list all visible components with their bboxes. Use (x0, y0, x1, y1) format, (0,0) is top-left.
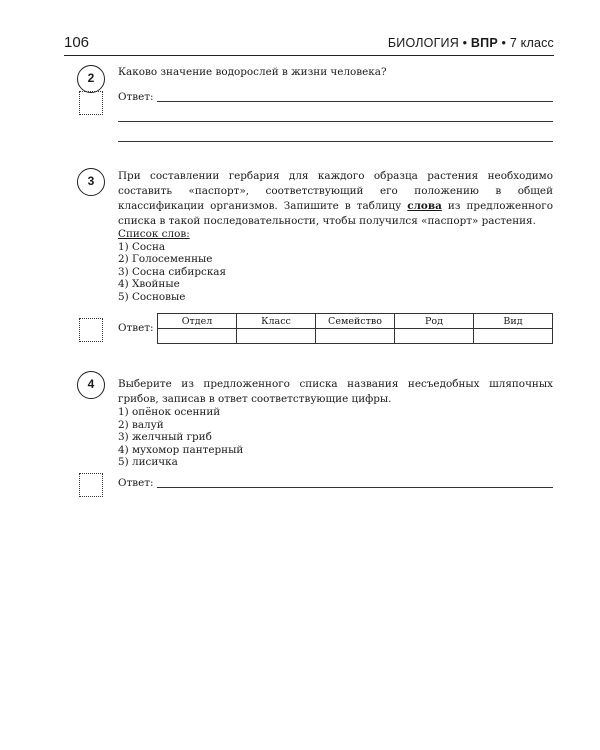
task-4-question: Выберите из предложенного списка названия несъедобных шляпочных грибов, записав в ответ соответствующие цифры. (118, 378, 553, 405)
task-2-answer-line-3[interactable] (118, 141, 553, 142)
list-item: 4) Хвойные (118, 278, 180, 291)
table-header-cell: Вид (474, 314, 553, 329)
task-2-number: 2 (77, 65, 105, 93)
task-3-answer-table (157, 313, 553, 344)
task-3-question-part1: При составлении гербария для каждого образца растения необходимо составить «паспорт», соответствующий его положению в общей классификации организмов. Запишите в таблицу (118, 170, 553, 212)
task-2-answer-label: Ответ: (118, 91, 154, 103)
grade-label: 7 класс (509, 36, 554, 50)
answer-cell-family[interactable] (316, 329, 395, 344)
task-4-answer-line[interactable] (157, 487, 553, 488)
task-4-number: 4 (77, 371, 105, 399)
answer-cell-class[interactable] (237, 329, 316, 344)
task-3-number: 3 (77, 168, 105, 196)
exam-name: ВПР (470, 36, 498, 50)
table-header-cell: Семейство (316, 314, 395, 329)
list-item: 2) Голосеменные (118, 253, 213, 266)
list-item: 4) мухомор пантерный (118, 443, 244, 456)
task-3-question-part2: из предложенного списка в такой последовательности, чтобы получился «паспорт» растения. (118, 200, 553, 227)
task-2-question: Каково значение водорослей в жизни человека? (118, 66, 387, 78)
task-2-score-box[interactable] (79, 91, 103, 115)
answer-cell-species[interactable] (474, 329, 553, 344)
page-header (64, 34, 554, 56)
task-4-score-box[interactable] (79, 473, 103, 497)
word-list-title: Список слов: (118, 228, 190, 240)
table-answer-row (158, 329, 553, 344)
list-item: 1) Сосна (118, 240, 166, 253)
list-item: 3) Сосна сибирская (118, 265, 227, 278)
list-item: 3) желчный гриб (118, 431, 212, 444)
page-number: 106 (64, 34, 90, 51)
answer-cell-genus[interactable] (395, 329, 474, 344)
separator-dot: • (462, 36, 468, 50)
task-2-answer-line-2[interactable] (118, 121, 553, 122)
task-4-mushroom-list (118, 406, 243, 469)
list-item: 1) опёнок осенний (118, 406, 221, 418)
task-3-question-bold: слова (407, 200, 442, 212)
list-item: 5) лисичка (118, 456, 178, 469)
table-header-cell: Класс (237, 314, 316, 329)
task-2-answer-line-1[interactable] (157, 101, 553, 102)
task-3-score-box[interactable] (79, 318, 103, 342)
answer-cell-division[interactable] (158, 329, 237, 344)
subject-line (388, 36, 554, 50)
task-3-word-list (118, 228, 226, 304)
table-header-cell: Отдел (158, 314, 237, 329)
list-item: 2) валуй (118, 418, 164, 431)
separator-dot: • (501, 36, 507, 50)
list-item: 5) Сосновые (118, 290, 186, 303)
task-3-question (118, 169, 553, 229)
table-header-row (158, 314, 553, 329)
task-4-answer-label: Ответ: (118, 477, 154, 489)
subject-name: БИОЛОГИЯ (387, 36, 459, 50)
task-3-answer-label: Ответ: (118, 322, 154, 334)
table-header-cell: Род (395, 314, 474, 329)
